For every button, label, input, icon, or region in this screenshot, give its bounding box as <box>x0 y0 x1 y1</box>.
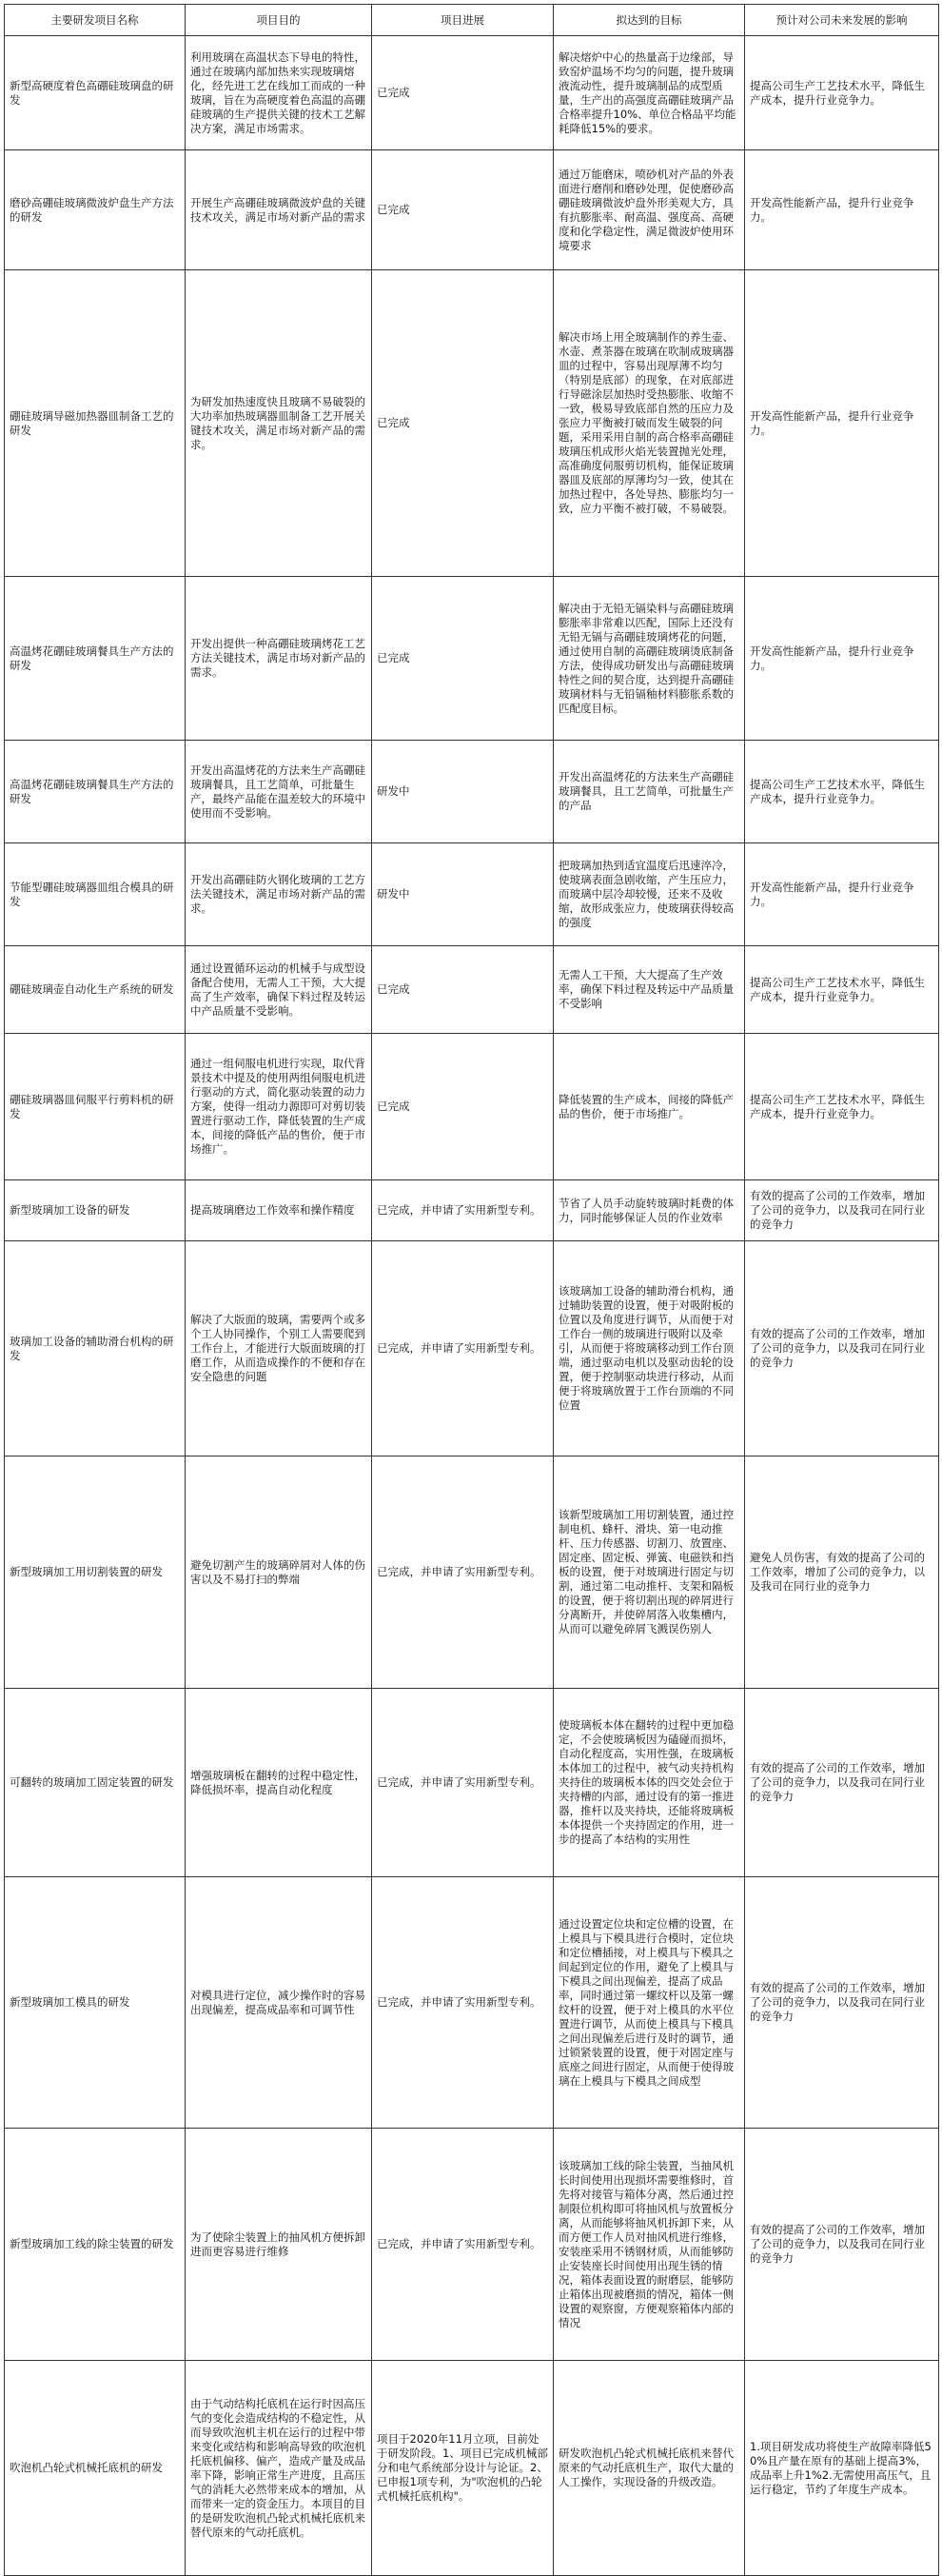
project-impact-cell: 提高公司生产工艺技术水平，降低生产成本，提升行业竞争力。 <box>745 946 939 1034</box>
table-row <box>5 150 939 270</box>
project-purpose-cell: 为了使除尘装置上的抽风机方便拆卸进而更容易进行维修 <box>186 2129 372 2361</box>
table-row <box>5 1456 939 1689</box>
project-impact-cell: 开发高性能新产品，提升行业竞争力。 <box>745 150 939 270</box>
project-progress-cell: 已完成 <box>372 946 554 1034</box>
project-progress-cell: 已完成，并申请了实用新型专利。 <box>372 2129 554 2361</box>
project-impact-cell: 提高公司生产工艺技术水平，降低生产成本，提升行业竞争力。 <box>745 1034 939 1180</box>
project-purpose-cell: 提高玻璃磨边工作效率和操作精度 <box>186 1180 372 1241</box>
project-progress-cell: 已完成 <box>372 36 554 150</box>
table-row <box>5 843 939 946</box>
project-purpose-cell: 由于气动结构托底机在运行时因高压气的变化会造成结构的不稳定性，从而导致吹泡机主机在运行的过程中带来变化或结构和影响高导致的吹泡机托底机偏移、偏产，造成产量及成品率下降，影响正常生产进度，且高压气的消耗大必然带来成本的增加，从而带来一定的资金压力。本项目的目的是研发吹泡机凸轮式机械托底机来替代原来的气动托底机。 <box>186 2361 372 2576</box>
project-progress-cell: 已完成，并申请了实用新型专利。 <box>372 1180 554 1241</box>
project-name-cell: 吹泡机凸轮式机械托底机的研发 <box>5 2361 186 2576</box>
table-row <box>5 1241 939 1456</box>
project-purpose-cell: 解决了大版面的玻璃，需要两个或多个工人协同操作，个别工人需要爬到工作台上，才能进行大版面玻璃的打磨工作，从而造成操作的不便和存在安全隐患的问题 <box>186 1241 372 1456</box>
header-future-impact: 预计对公司未来发展的影响 <box>745 5 939 36</box>
project-goal-cell: 降低装置的生产成本，间接的降低产品的售价，便于市场推广。 <box>554 1034 745 1180</box>
table-row <box>5 2129 939 2361</box>
header-row <box>5 5 939 36</box>
project-name-cell: 新型玻璃加工模具的研发 <box>5 1877 186 2129</box>
project-name-cell: 高温烤花硼硅玻璃餐具生产方法的研发 <box>5 577 186 741</box>
project-name-cell: 新型玻璃加工线的除尘装置的研发 <box>5 2129 186 2361</box>
project-purpose-cell: 对模具进行定位，减少操作时的容易出现偏差，提高成品率和可调节性 <box>186 1877 372 2129</box>
table-header <box>5 5 939 36</box>
project-goal-cell: 通过设置定位块和定位槽的设置，在上模具与下模具进行合模时，定位块和定位槽插接，对上模具与下模具之间起到定位的作用，避免了上模具与下模具之间出现偏差，提高了成品率，同时通过第一螺纹杆以及第一螺纹杆的设置，便于对上模具的水平位置进行调节，从而使上模具与下模具之间出现偏差后进行及时的调节，通过锁紧装置的设置，便于对固定座与底座之间进行固定，从而便于使得玻璃在上模具与下模具之间成型 <box>554 1877 745 2129</box>
table-row <box>5 1180 939 1241</box>
header-project-purpose: 项目目的 <box>186 5 372 36</box>
rd-projects-table <box>4 4 939 2576</box>
header-project-progress: 项目进展 <box>372 5 554 36</box>
project-name-cell: 硼硅玻璃壶自动化生产系统的研发 <box>5 946 186 1034</box>
project-progress-cell: 已完成，并申请了实用新型专利。 <box>372 1241 554 1456</box>
project-impact-cell: 提高公司生产工艺技术水平，降低生产成本，提升行业竞争力。 <box>745 741 939 843</box>
project-impact-cell: 有效的提高了公司的工作效率，增加了公司的竞争力，以及我司在同行业的竞争力 <box>745 1180 939 1241</box>
project-progress-cell: 项目于2020年11月立项，目前处于研发阶段。1、项目已完成机械部分和电气系统部分设计与论证。2、已申报1项专利，为"吹泡机的凸轮式机械托底机构"。 <box>372 2361 554 2576</box>
project-progress-cell: 已完成 <box>372 270 554 577</box>
project-progress-cell: 已完成，并申请了实用新型专利。 <box>372 1456 554 1689</box>
project-purpose-cell: 开发出高硼硅防火钢化玻璃的工艺方法关键技术，满足市场对新产品的需求。 <box>186 843 372 946</box>
project-impact-cell: 有效的提高了公司的工作效率，增加了公司的竞争力，以及我司在同行业的竞争力 <box>745 1877 939 2129</box>
project-goal-cell: 开发出高温烤花的方法来生产高硼硅玻璃餐具，且工艺简单，可批量生产的产品 <box>554 741 745 843</box>
header-target-goal: 拟达到的目标 <box>554 5 745 36</box>
project-purpose-cell: 利用玻璃在高温状态下导电的特性，通过在玻璃内部加热来实现玻璃熔化，经先进工艺在线加工而成的一种玻璃，旨在为高硬度着色高温的高硼硅玻璃的生产提供关键的技术工艺解决方案，满足市场需求。 <box>186 36 372 150</box>
project-progress-cell: 已完成 <box>372 150 554 270</box>
project-name-cell: 新型玻璃加工用切割装置的研发 <box>5 1456 186 1689</box>
table-row <box>5 1689 939 1877</box>
header-project-name: 主要研发项目名称 <box>5 5 186 36</box>
project-impact-cell: 有效的提高了公司的工作效率，增加了公司的竞争力，以及我司在同行业的竞争力 <box>745 2129 939 2361</box>
table-body <box>5 36 939 2576</box>
table-row <box>5 577 939 741</box>
project-impact-cell: 开发高性能新产品，提升行业竞争力。 <box>745 577 939 741</box>
project-impact-cell: 提高公司生产工艺技术水平，降低生产成本，提升行业竞争力。 <box>745 36 939 150</box>
project-name-cell: 新型高硬度着色高硼硅玻璃盘的研发 <box>5 36 186 150</box>
project-progress-cell: 研发中 <box>372 741 554 843</box>
project-purpose-cell: 增强玻璃板在翻转的过程中稳定性，降低损坏率，提高自动化程度 <box>186 1689 372 1877</box>
table-row <box>5 741 939 843</box>
project-progress-cell: 已完成，并申请了实用新型专利。 <box>372 1877 554 2129</box>
project-goal-cell: 无需人工干预，大大提高了生产效率，确保下料过程及转运中产品质量不受影响 <box>554 946 745 1034</box>
project-goal-cell: 研发吹泡机凸轮式机械托底机来替代原来的气动托底机生产，取代大量的人工操作，实现设备的升级改造。 <box>554 2361 745 2576</box>
project-goal-cell: 解决由于无铅无镉染料与高硼硅玻璃膨胀率非常难以匹配，国际上还没有无铅无镉与高硼硅玻璃烤花的问题，通过使用自制的高硼硅玻璃烫底制备方法，使得成功研发出与高硼硅玻璃特性之间的契合度，达到提升高硼硅玻璃材料与无铅镉釉材料膨胀系数的匹配度目标。 <box>554 577 745 741</box>
table-row <box>5 946 939 1034</box>
project-impact-cell: 开发高性能新产品，提升行业竞争力。 <box>745 843 939 946</box>
project-name-cell: 硼硅玻璃导磁加热器皿制备工艺的研发 <box>5 270 186 577</box>
project-goal-cell: 把玻璃加热到适宜温度后迅速淬冷，使玻璃表面急剧收缩，产生压应力，而玻璃中层冷却较慢，还来不及收缩，故形成张应力，使玻璃获得较高的强度 <box>554 843 745 946</box>
table-row <box>5 2361 939 2576</box>
project-purpose-cell: 为研发加热速度快且玻璃不易破裂的大功率加热玻璃器皿制备工艺开展关键技术攻关，满足市场对新产品的需求。 <box>186 270 372 577</box>
project-purpose-cell: 通过设置循环运动的机械手与成型设备配合使用，无需人工干预，大大提高了生产效率，确保下料过程及转运中产品质量不受影响。 <box>186 946 372 1034</box>
table-row <box>5 36 939 150</box>
project-impact-cell: 1.项目研发成功将使生产故障率降低50%且产量在原有的基础上提高3%，成品率上升1%2.无需使用高压气，且运行稳定，节约了年度生产成本。 <box>745 2361 939 2576</box>
project-impact-cell: 避免人员伤害，有效的提高了公司的工作效率，增加了公司的竞争力，以及我司在同行业的竞争力 <box>745 1456 939 1689</box>
project-impact-cell: 有效的提高了公司的工作效率，增加了公司的竞争力，以及我司在同行业的竞争力 <box>745 1241 939 1456</box>
project-goal-cell: 使玻璃板本体在翻转的过程中更加稳定，不会使玻璃板因为磕碰而损坏，自动化程度高，实用性强，在玻璃板本体加工的过程中，被气动夹持机构夹持住的玻璃板本体的四交处会位于夹持槽的内部，通过设有的第一推进器，推杆以及夹持块，还能将玻璃板本体提供一个夹持固定的作用，进一步的提高了本结构的实用性 <box>554 1689 745 1877</box>
project-name-cell: 硼硅玻璃器皿伺服平行剪料机的研发 <box>5 1034 186 1180</box>
project-goal-cell: 解决市场上用全玻璃制作的养生壶、水壶、煮茶器在玻璃在吹制成玻璃器皿的过程中，容易出现厚薄不均匀（特别是底部）的现象，在对底部进行导磁涂层加热时受热膨胀、收缩不一致，极易导致底部自然的压应力及张应力平衡被打破而发生破裂的问题，采用采用自制的高合格率高硼硅玻璃压机成形火焰光装置抛光处理，高准确度伺服剪切机构，能保证玻璃器皿及底部的厚薄均匀一致，使其在加热过程中，各处导热、膨胀均匀一致，应力平衡不被打破，不易破裂。 <box>554 270 745 577</box>
table-row <box>5 270 939 577</box>
project-progress-cell: 已完成 <box>372 577 554 741</box>
project-impact-cell: 开发高性能新产品，提升行业竞争力。 <box>745 270 939 577</box>
project-name-cell: 玻璃加工设备的辅助滑台机构的研发 <box>5 1241 186 1456</box>
project-name-cell: 高温烤花硼硅玻璃餐具生产方法的研发 <box>5 741 186 843</box>
project-impact-cell: 有效的提高了公司的工作效率，增加了公司的竞争力，以及我司在同行业的竞争力 <box>745 1689 939 1877</box>
project-progress-cell: 已完成，并申请了实用新型专利。 <box>372 1689 554 1877</box>
project-goal-cell: 节省了人员手动旋转玻璃时耗费的体力，同时能够保证人员的作业效率 <box>554 1180 745 1241</box>
project-name-cell: 节能型硼硅玻璃器皿组合模具的研发 <box>5 843 186 946</box>
project-name-cell: 新型玻璃加工设备的研发 <box>5 1180 186 1241</box>
project-purpose-cell: 开发出高温烤花的方法来生产高硼硅玻璃餐具，且工艺简单，可批量生产，最终产品能在温差较大的环境中使用而不受影响。 <box>186 741 372 843</box>
project-progress-cell: 研发中 <box>372 843 554 946</box>
project-progress-cell: 已完成 <box>372 1034 554 1180</box>
table-row <box>5 1034 939 1180</box>
project-name-cell: 可翻转的玻璃加工固定装置的研发 <box>5 1689 186 1877</box>
project-goal-cell: 该新型玻璃加工用切割装置，通过控制电机、蜂杆、滑块、第一电动推杆、压力传感器、切割刀、放置座、固定座、固定板、弹簧、电磁铁和挡板的设置，便于对玻璃进行固定与切割，通过第二电动推杆、支架和隔板的设置，便于将切割出现的碎屑进行分离断开，并使碎屑落入收集槽内，从而可以避免碎屑飞溅误伤别人 <box>554 1456 745 1689</box>
project-purpose-cell: 开展生产高硼硅玻璃微波炉盘的关键技术攻关，满足市场对新产品的需求 <box>186 150 372 270</box>
project-goal-cell: 该玻璃加工设备的辅助滑台机构，通过辅助装置的设置，便于对吸附板的位置以及角度进行调节，从而便于对工作台一侧的玻璃进行吸附以及牵引，从而便于将玻璃移动到工作台顶端，通过驱动电机以及驱动齿轮的设置，便于控制驱动块进行移动，从而便于将玻璃放置于工作台顶端的不同位置 <box>554 1241 745 1456</box>
project-purpose-cell: 开发出提供一种高硼硅玻璃烤花工艺方法关键技术，满足市场对新产品的需求。 <box>186 577 372 741</box>
table-row <box>5 1877 939 2129</box>
project-goal-cell: 通过万能磨床，喷砂机对产品的外表面进行磨削和磨砂处理，促使磨砂高硼硅玻璃微波炉盘外形美观大方，具有抗膨胀率、耐高温、强度高、高硬度和化学稳定性，满足微波炉使用环境要求 <box>554 150 745 270</box>
project-goal-cell: 解决熔炉中心的热量高于边缘部，导致窑炉温场不均匀的问题，提升玻璃液流动性，提升玻璃制品的成型质量，生产出的高强度高硼硅玻璃产品合格率提升10%、单位合格品平均能耗降低15%的要求。 <box>554 36 745 150</box>
project-goal-cell: 该玻璃加工线的除尘装置，当抽风机长时间使用出现损坏需要维修时，首先将对接管与箱体分离，然后通过控制限位机构即可将抽风机与放置板分离，从而能够将抽风机拆卸下来，从而方便工作人员对抽风机进行维修，安装座采用不锈钢材质，从而能够防止安装座长时间使用出现生锈的情况，箱体表面设置的耐磨层，能够防止箱体出现被磨损的情况，箱体一侧设置的观察窗，方便观察箱体内部的情况 <box>554 2129 745 2361</box>
project-name-cell: 磨砂高硼硅玻璃微波炉盘生产方法的研发 <box>5 150 186 270</box>
project-purpose-cell: 避免切割产生的玻璃碎屑对人体的伤害以及不易打扫的弊端 <box>186 1456 372 1689</box>
project-purpose-cell: 通过一组伺服电机进行实现，取代背景技术中提及的使用两组伺服电机进行驱动的方式，简化驱动装置的动力方案，使得一组动力源即可对剪切装置进行驱动工作，降低装置的生产成本，间接的降低产品的售价，便于市场推广。 <box>186 1034 372 1180</box>
